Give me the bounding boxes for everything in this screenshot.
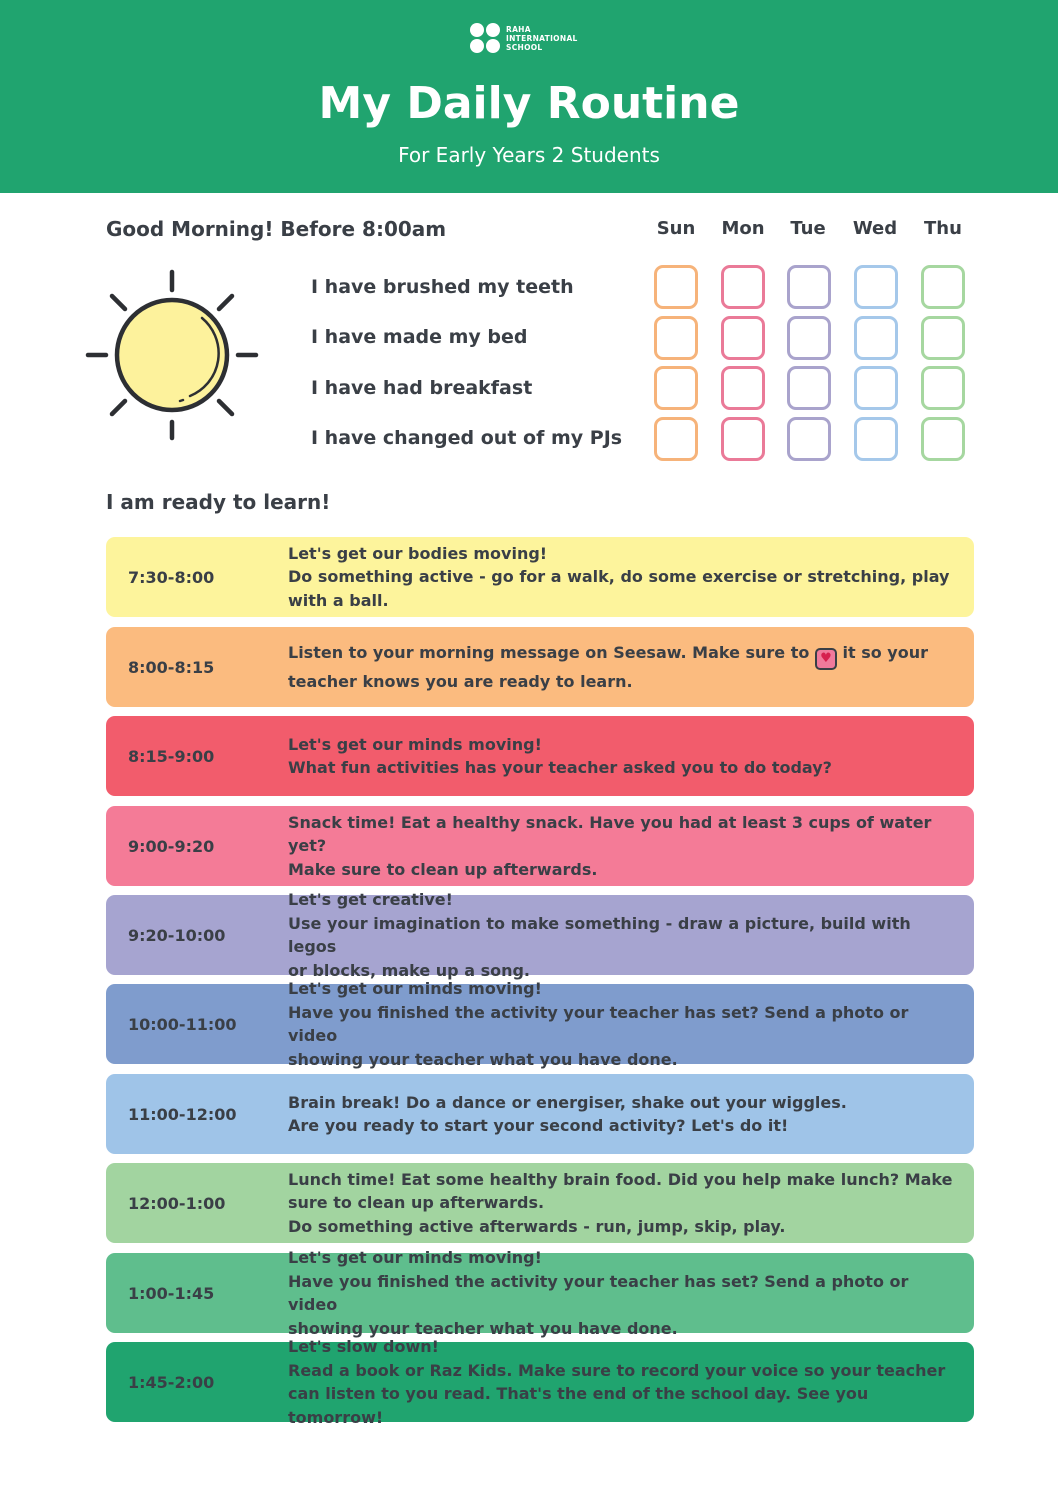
row-line: Do something active afterwards - run, jump, skip, play. <box>288 1216 786 1236</box>
row-line: Let's get our minds moving! <box>288 1248 542 1267</box>
row-time: 1:45-2:00 <box>128 1372 215 1392</box>
schedule-row <box>106 1248 974 1338</box>
row-line: Let's get our minds moving! <box>288 979 542 998</box>
row-time: 9:20-10:00 <box>128 925 226 945</box>
schedule-row <box>106 806 974 886</box>
schedule-row <box>106 1163 974 1243</box>
checkbox-teeth-tue[interactable] <box>787 265 831 309</box>
row-time: 7:30-8:00 <box>128 567 215 587</box>
row-time: 11:00-12:00 <box>128 1104 237 1124</box>
morning-heading: Good Morning! Before 8:00am <box>106 217 447 241</box>
row-time: 12:00-1:00 <box>128 1193 226 1213</box>
day-label-thu: Thu <box>924 218 962 239</box>
schedule-heading: I am ready to learn! <box>106 490 331 514</box>
row-line: Have you finished the activity your teacher has set? Send a photo or video <box>288 1002 909 1045</box>
row-line: or blocks, make up a song. <box>288 960 530 980</box>
row-description <box>288 1337 956 1427</box>
checkbox-bed-sun[interactable] <box>654 316 698 360</box>
checkbox-bed-wed[interactable] <box>854 316 898 360</box>
logo-text <box>506 25 578 52</box>
checkbox-teeth-thu[interactable] <box>921 265 965 309</box>
row-line: showing your teacher what you have done. <box>288 1318 678 1338</box>
schedule-row <box>106 890 974 980</box>
row-line-end: it so your <box>842 642 929 662</box>
row-line: Are you ready to start your second activity? Let's do it! <box>288 1116 789 1135</box>
page-subtitle: For Early Years 2 Students <box>398 143 660 167</box>
row-time: 10:00-11:00 <box>128 1014 237 1034</box>
checkbox-breakfast-tue[interactable] <box>787 366 831 410</box>
schedule-row <box>106 979 974 1069</box>
row-line: What fun activities has your teacher asked you to do today? <box>288 758 832 777</box>
page-title: My Daily Routine <box>318 78 740 129</box>
day-label-sun: Sun <box>656 218 696 239</box>
checkbox-breakfast-mon[interactable] <box>721 366 765 410</box>
task-breakfast: I have had breakfast <box>311 377 533 399</box>
row-line: Brain break! Do a dance or energiser, shake out your wiggles. <box>288 1092 847 1112</box>
row-description <box>288 890 956 980</box>
row-line: Let's get creative! <box>288 890 453 909</box>
schedule-row <box>106 537 974 617</box>
row-time: 1:00-1:45 <box>128 1283 215 1303</box>
checkbox-breakfast-wed[interactable] <box>854 366 898 410</box>
task-brush-teeth: I have brushed my teeth <box>311 276 574 298</box>
row-description <box>288 716 956 796</box>
row-time: 8:15-9:00 <box>128 746 215 766</box>
row-description <box>288 1248 956 1338</box>
task-change-pjs: I have changed out of my PJs <box>311 427 623 449</box>
row-line: sure to clean up afterwards. <box>288 1193 545 1213</box>
checkbox-pjs-sun[interactable] <box>654 417 698 461</box>
checkbox-breakfast-sun[interactable] <box>654 366 698 410</box>
row-description <box>288 806 956 886</box>
sun-icon <box>84 268 260 444</box>
row-line: showing your teacher what you have done. <box>288 1049 678 1069</box>
row-line: Make sure to clean up afterwards. <box>288 859 598 879</box>
row-description <box>288 979 956 1069</box>
checkbox-bed-tue[interactable] <box>787 316 831 360</box>
logo-line-3: SCHOOL <box>506 42 543 52</box>
row-line: Snack time! Eat a healthy snack. Have you had at least 3 cups of water yet? <box>288 812 932 856</box>
logo-mark-icon <box>470 23 500 53</box>
row-time: 9:00-9:20 <box>128 836 215 856</box>
row-line: Let's get our bodies moving! <box>288 543 548 563</box>
row-line: Read a book or Raz Kids. Make sure to record your voice so your teacher <box>288 1360 946 1380</box>
row-line: Let's get our minds moving! <box>288 734 542 754</box>
heart-icon: ♥ <box>815 648 837 670</box>
schedule-row <box>106 627 974 707</box>
logo-line-2: INTERNATIONAL <box>506 33 578 43</box>
row-line: Have you finished the activity your teacher has set? Send a photo or video <box>288 1271 909 1314</box>
day-label-wed: Wed <box>852 218 898 239</box>
row-line <box>288 641 956 670</box>
row-line: can listen to you read. That's the end of the school day. See you tomorrow! <box>288 1384 869 1427</box>
task-make-bed: I have made my bed <box>311 326 528 348</box>
schedule-row <box>106 716 974 796</box>
schedule-row <box>106 1074 974 1154</box>
schedule-row <box>106 1337 974 1427</box>
checkbox-teeth-sun[interactable] <box>654 265 698 309</box>
row-line: Let's slow down! <box>288 1337 439 1356</box>
row-description <box>288 1074 956 1154</box>
logo-line-1: RAHA <box>506 24 531 34</box>
checkbox-teeth-mon[interactable] <box>721 265 765 309</box>
row-line: Do something active - go for a walk, do some exercise or stretching, play <box>288 567 950 587</box>
checkbox-breakfast-thu[interactable] <box>921 366 965 410</box>
day-label-tue: Tue <box>790 218 826 239</box>
row-line: with a ball. <box>288 590 389 610</box>
row-time: 8:00-8:15 <box>128 657 215 677</box>
school-logo <box>470 22 578 54</box>
row-line: Lunch time! Eat some healthy brain food. Did you help make lunch? Make <box>288 1169 953 1189</box>
row-line: teacher knows you are ready to learn. <box>288 671 633 691</box>
checkbox-pjs-wed[interactable] <box>854 417 898 461</box>
row-description <box>288 627 956 707</box>
checkbox-teeth-wed[interactable] <box>854 265 898 309</box>
row-line: Use your imagination to make something - draw a picture, build with legos <box>288 913 911 956</box>
checkbox-pjs-mon[interactable] <box>721 417 765 461</box>
checkbox-pjs-thu[interactable] <box>921 417 965 461</box>
row-description <box>288 537 956 617</box>
header-banner <box>0 0 1058 193</box>
day-label-mon: Mon <box>721 218 765 239</box>
row-line-start: Listen to your morning message on Seesaw. Make sure to <box>288 642 810 662</box>
checkbox-bed-thu[interactable] <box>921 316 965 360</box>
checkbox-pjs-tue[interactable] <box>787 417 831 461</box>
checkbox-bed-mon[interactable] <box>721 316 765 360</box>
row-description <box>288 1163 956 1243</box>
